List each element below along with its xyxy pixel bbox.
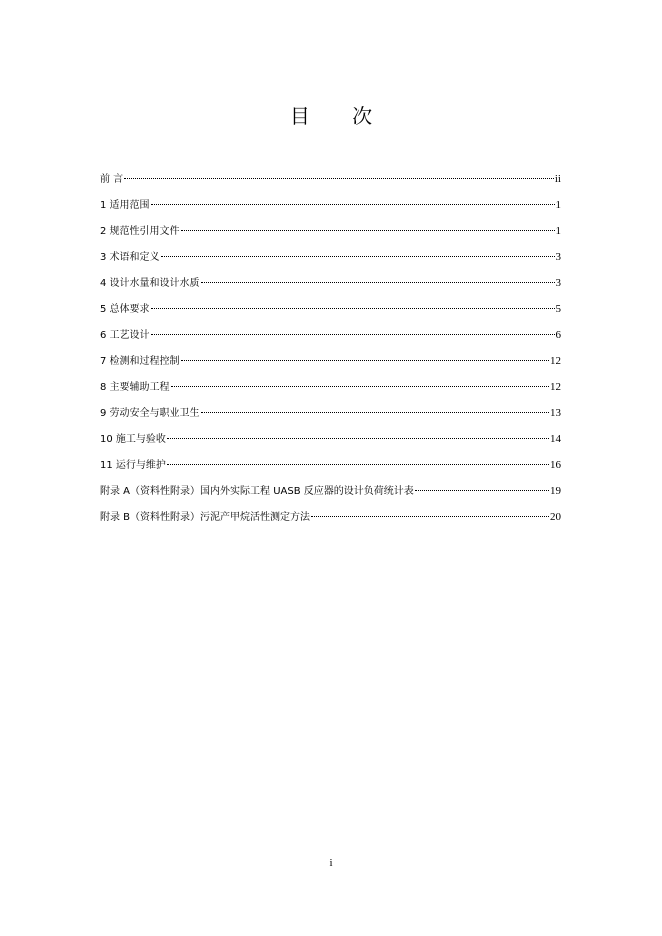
toc-entry-page: 20 (550, 511, 561, 523)
toc-entry-3[interactable] (100, 250, 561, 276)
toc-entry-page: 6 (555, 329, 561, 341)
toc-dot-leader (151, 308, 555, 309)
toc-entry-11[interactable] (100, 458, 561, 484)
toc-dot-leader (151, 334, 555, 335)
toc-entry-label: 7 检测和过程控制 (100, 356, 180, 367)
toc-entry-label: 2 规范性引用文件 (100, 226, 180, 237)
toc-entry-foreword[interactable] (100, 172, 561, 198)
toc-entry-page: 16 (550, 459, 561, 471)
toc-entry-page: 1 (555, 225, 561, 237)
toc-entry-page: 12 (550, 355, 561, 367)
toc-dot-leader (151, 204, 555, 205)
toc-entry-page: ii (554, 173, 561, 185)
toc-entry-4[interactable] (100, 276, 561, 302)
toc-list (100, 172, 561, 536)
toc-entry-label: 11 运行与维护 (100, 460, 166, 471)
toc-entry-6[interactable] (100, 328, 561, 354)
toc-entry-page: 19 (550, 485, 561, 497)
toc-entry-page: 3 (555, 277, 561, 289)
toc-entry-label: 5 总体要求 (100, 304, 150, 315)
toc-dot-leader (201, 282, 555, 283)
toc-dot-leader (167, 438, 549, 439)
toc-entry-page: 13 (550, 407, 561, 419)
toc-entry-label: 1 适用范围 (100, 200, 150, 211)
toc-entry-10[interactable] (100, 432, 561, 458)
toc-entry-appendix-a[interactable] (100, 484, 561, 510)
toc-dot-leader (161, 256, 555, 257)
toc-entry-page: 5 (555, 303, 561, 315)
toc-entry-label: 前 言 (100, 174, 124, 185)
toc-dot-leader (201, 412, 549, 413)
toc-dot-leader (415, 490, 549, 491)
toc-entry-page: 1 (555, 199, 561, 211)
toc-entry-9[interactable] (100, 406, 561, 432)
toc-dot-leader (181, 230, 555, 231)
toc-entry-label: 6 工艺设计 (100, 330, 150, 341)
toc-dot-leader (124, 178, 554, 179)
page-number: i (329, 857, 333, 869)
toc-entry-label: 4 设计水量和设计水质 (100, 278, 200, 289)
toc-entry-5[interactable] (100, 302, 561, 328)
toc-dot-leader (181, 360, 549, 361)
toc-entry-page: 12 (550, 381, 561, 393)
toc-entry-2[interactable] (100, 224, 561, 250)
toc-entry-8[interactable] (100, 380, 561, 406)
toc-dot-leader (171, 386, 549, 387)
toc-entry-1[interactable] (100, 198, 561, 224)
toc-dot-leader (311, 516, 549, 517)
toc-entry-label: 10 施工与验收 (100, 434, 166, 445)
toc-dot-leader (167, 464, 549, 465)
toc-entry-label: 3 术语和定义 (100, 252, 160, 263)
toc-entry-7[interactable] (100, 354, 561, 380)
toc-entry-label: 8 主要辅助工程 (100, 382, 170, 393)
toc-entry-appendix-b[interactable] (100, 510, 561, 536)
toc-title: 目 次 (289, 104, 391, 128)
toc-entry-page: 3 (555, 251, 561, 263)
toc-entry-label: 9 劳动安全与职业卫生 (100, 408, 200, 419)
toc-entry-label: 附录 A（资料性附录）国内外实际工程 UASB 反应器的设计负荷统计表 (100, 486, 414, 497)
toc-entry-page: 14 (550, 433, 561, 445)
toc-entry-label: 附录 B（资料性附录）污泥产甲烷活性测定方法 (100, 512, 311, 523)
